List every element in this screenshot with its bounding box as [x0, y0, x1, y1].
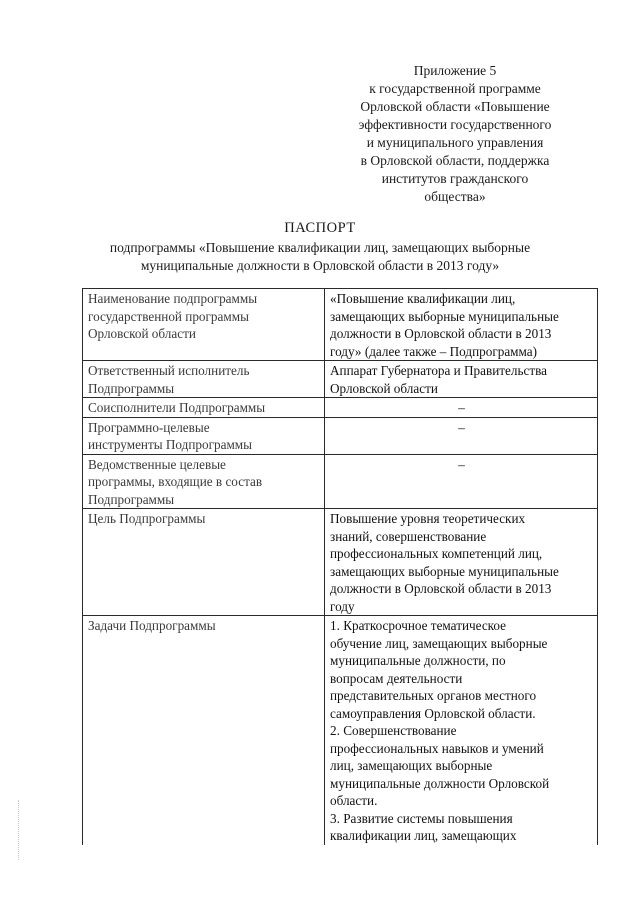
value-line: – — [458, 456, 465, 472]
table-row — [83, 509, 598, 616]
value-line: 3. Развитие системы повышения — [330, 810, 513, 826]
value-line: самоуправления Орловской области. — [330, 705, 536, 721]
label-line: Задачи Подпрограммы — [88, 618, 216, 633]
label-line: Ведомственные целевые — [88, 456, 226, 472]
row-label — [83, 454, 325, 509]
value-line: Повышение уровня теоретических — [330, 511, 526, 526]
value-line: профессиональных навыков и умений — [330, 740, 544, 756]
table-row — [83, 398, 598, 418]
row-label — [83, 417, 325, 454]
appendix-line: общества» — [424, 189, 486, 204]
label-line: Орловской области — [88, 326, 196, 341]
value-line: замещающих выборные муниципальные — [330, 308, 559, 324]
value-line: должности в Орловской области в 2013 — [330, 326, 552, 341]
row-value — [325, 616, 598, 845]
table-row — [83, 289, 598, 361]
value-line: «Повышение квалификации лиц, — [330, 291, 516, 306]
label-line: Подпрограммы — [88, 380, 175, 396]
row-value — [325, 454, 598, 509]
value-line: должности в Орловской области в 2013 — [330, 581, 552, 596]
value-line: Орловской области — [330, 380, 438, 396]
value-line: муниципальные должности, по — [330, 653, 506, 668]
subtitle-line: муниципальные должности в Орловской области в 2013 году» — [140, 257, 500, 273]
row-value — [325, 417, 598, 454]
label-line: Ответственный исполнитель — [88, 363, 250, 378]
appendix-line: в Орловской области, поддержка — [360, 153, 550, 168]
label-line: Подпрограммы — [88, 491, 175, 507]
subtitle-line: подпрограммы «Повышение квалификации лиц, замещающих выборные — [109, 240, 531, 255]
label-line: Программно-целевые — [88, 419, 210, 435]
value-line: профессиональных компетенций лиц, — [330, 546, 543, 561]
row-value — [325, 289, 598, 361]
value-line: лиц, замещающих выборные — [330, 758, 493, 773]
value-line: вопросам деятельности — [330, 670, 463, 686]
value-line: году — [330, 598, 355, 614]
label-line: Цель Подпрограммы — [88, 511, 206, 526]
appendix-line: к государственной программе — [369, 81, 541, 96]
value-line: 2. Совершенствование — [330, 723, 457, 738]
label-line: Наименование подпрограммы — [88, 291, 258, 306]
value-line: году» (далее также – Подпрограмма) — [330, 343, 538, 359]
row-value — [325, 398, 598, 418]
passport-table — [82, 288, 598, 845]
row-label — [83, 398, 325, 418]
row-label — [83, 361, 325, 398]
label-line: инструменты Подпрограммы — [88, 437, 253, 452]
appendix-line: институтов гражданского — [381, 171, 529, 186]
appendix-line: Приложение 5 — [413, 63, 497, 78]
value-line: знаний, совершенствование — [330, 528, 487, 544]
table-row — [83, 616, 598, 845]
row-label — [83, 509, 325, 616]
value-line: представительных органов местного — [330, 688, 537, 703]
value-line: Аппарат Губернатора и Правительства — [330, 363, 548, 378]
appendix-line: и муниципального управления — [366, 135, 544, 150]
value-line: – — [458, 400, 465, 415]
value-line: области. — [330, 793, 378, 808]
appendix-line: Орловской области «Повышение — [360, 99, 550, 114]
table-row — [83, 417, 598, 454]
document-title: ПАСПОРТ — [284, 220, 356, 236]
value-line: – — [458, 419, 465, 435]
table-row — [83, 454, 598, 509]
scan-margin-mark — [18, 800, 20, 860]
value-line: 1. Краткосрочное тематическое — [330, 618, 507, 633]
row-value — [325, 361, 598, 398]
appendix-header — [330, 62, 580, 206]
appendix-line: эффективности государственного — [358, 117, 552, 132]
value-line: замещающих выборные муниципальные — [330, 563, 559, 579]
document-subtitle — [60, 239, 580, 274]
label-line: Соисполнители Подпрограммы — [88, 400, 266, 415]
label-line: государственной программы — [88, 308, 249, 324]
row-label — [83, 289, 325, 361]
value-line: обучение лиц, замещающих выборные — [330, 635, 548, 651]
value-line: квалификации лиц, замещающих — [330, 828, 517, 843]
table-row — [83, 361, 598, 398]
label-line: программы, входящие в состав — [88, 474, 263, 489]
row-label — [83, 616, 325, 845]
value-line: муниципальные должности Орловской — [330, 775, 550, 791]
row-value — [325, 509, 598, 616]
